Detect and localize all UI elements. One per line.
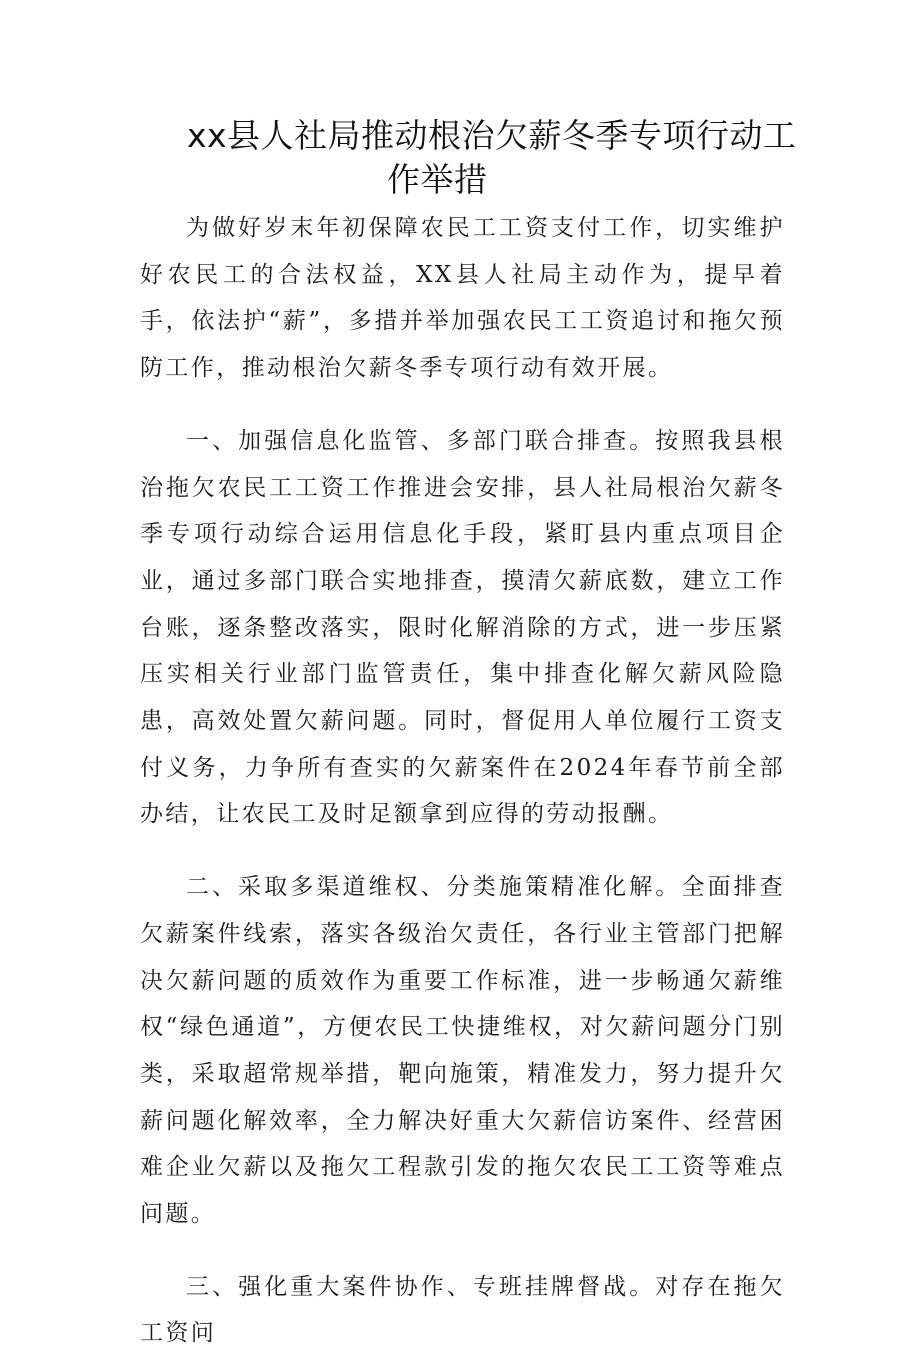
document-body [140, 205, 785, 1357]
section-1-paragraph: 一、加强信息化监管、多部门联合排查。按照我县根治拖欠农民工工资工作推进会安排，县人社局根治欠薪冬季专项行动综合运用信息化手段，紧盯县内重点项目企业，通过多部门联合实地排查，摸清欠薪底数，建立工作台账，逐条整改落实，限时化解消除的方式，进一步压紧压实相关行业部门监管责任，集中排查化解欠薪风险隐患，高效处置欠薪问题。同时，督促用人单位履行工资支付义务，力争所有查实的欠薪案件在2024年春节前全部办结，让农民工及时足额拿到应得的劳动报酬。 [140, 427, 785, 828]
section-3-paragraph: 三、强化重大案件协作、专班挂牌督战。对存在拖欠工资问 [140, 1273, 785, 1347]
intro-paragraph: 为做好岁末年初保障农民工工资支付工作，切实维护好农民工的合法权益，XX县人社局主动作为，提早着手，依法护“薪”，多措并举加强农民工工资追讨和拖欠预防工作，推动根治欠薪冬季专项行动有效开展。 [140, 215, 785, 382]
document-title [140, 114, 797, 202]
title-line-2: 作举措 [387, 160, 488, 199]
title-line-1: xx县人社局推动根治欠薪冬季专项行动工 [187, 116, 797, 155]
section-2-paragraph: 二、采取多渠道维权、分类施策精准化解。全面排查欠薪案件线索，落实各级治欠责任，各行业主管部门把解决欠薪问题的质效作为重要工作标准，进一步畅通欠薪维权“绿色通道”，方便农民工快捷维权，对欠薪问题分门别类，采取超常规举措，靶向施策，精准发力，努力提升欠薪问题化解效率，全力解决好重大欠薪信访案件、经营困难企业欠薪以及拖欠工程款引发的拖欠农民工工资等难点问题。 [140, 874, 785, 1228]
